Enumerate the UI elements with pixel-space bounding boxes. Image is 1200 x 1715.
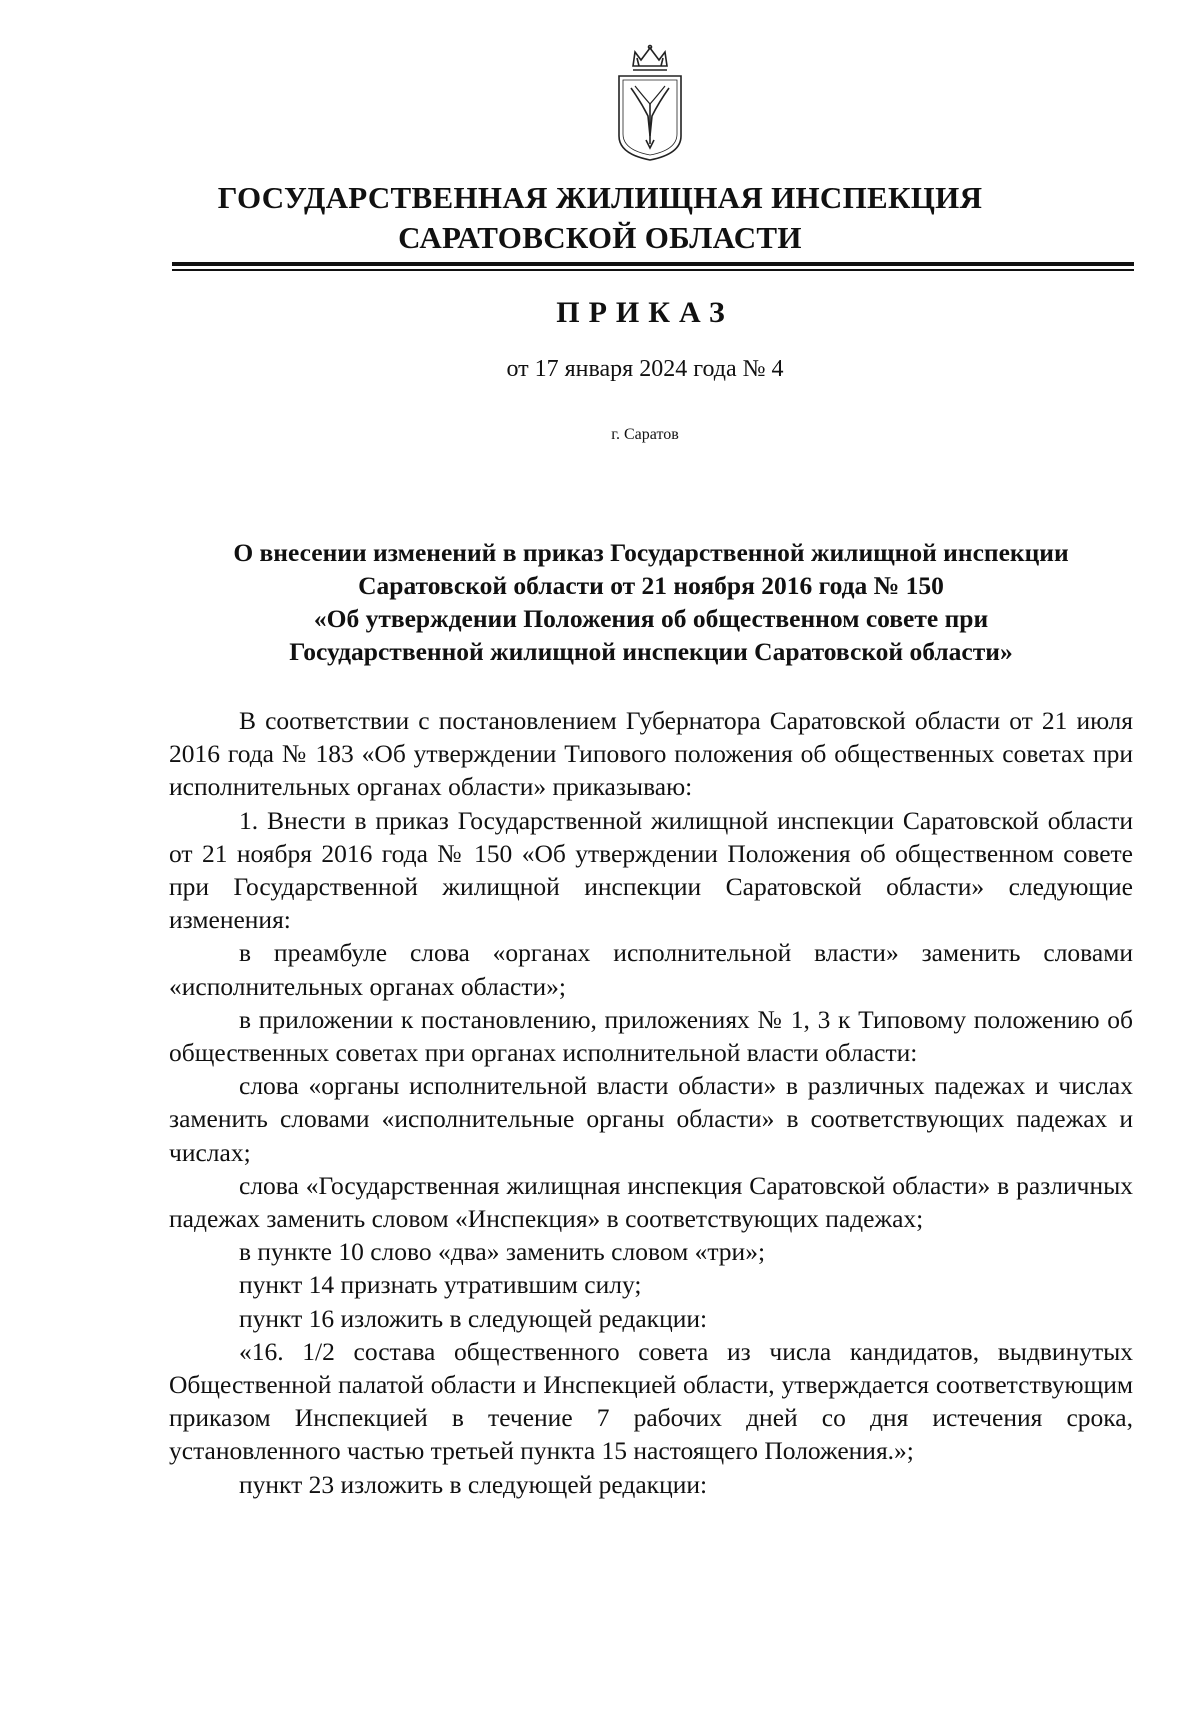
body-paragraph: пункт 14 признать утратившим силу; (239, 1270, 642, 1300)
body-paragraph: «16. 1/2 состава общественного совета из числа кандидатов, выдвинутых Общественной палатой области и Инспекцией области, утверждается соответствующим приказом Инспекцией в течение 7 рабочих дней со дня истечения срока, установленного частью третьей пункта 15 настоящего Положения.»; (169, 1336, 1133, 1466)
document-type-title: ПРИКАЗ (556, 296, 734, 329)
body-paragraph: слова «органы исполнительной власти области» в различных падежах и числах заменить словами «исполнительные органы области» в соответствующих падежах и числах; (169, 1071, 1133, 1167)
header-divider-thick (172, 262, 1134, 266)
header-divider-thin (172, 269, 1134, 271)
order-city: г. Саратов (611, 426, 679, 443)
order-date-number: от 17 января 2024 года № 4 (506, 356, 784, 382)
subject-line: «Об утверждении Положения об общественном совете при (313, 604, 989, 633)
organization-name-line2: САРАТОВСКОЙ ОБЛАСТИ (398, 220, 802, 255)
order-subject-heading (168, 536, 1134, 668)
body-paragraph: В соответствии с постановлением Губернатора Саратовской области от 21 июля 2016 года № 183 «Об утверждении Типового положения об общественных советах при исполнительных органах области» приказываю: (169, 706, 1133, 802)
subject-line: Саратовской области от 21 ноября 2016 года № 150 (358, 571, 944, 600)
body-paragraph: в пункте 10 слово «два» заменить словом «три»; (239, 1237, 766, 1267)
subject-line: Государственной жилищной инспекции Саратовской области» (289, 637, 1013, 666)
body-paragraph: пункт 16 изложить в следующей редакции: (239, 1303, 708, 1333)
body-paragraph: слова «Государственная жилищная инспекция Саратовской области» в различных падежах заменить словом «Инспекция» в соответствующих падежах; (169, 1170, 1133, 1234)
organization-name-line1: ГОСУДАРСТВЕННАЯ ЖИЛИЩНАЯ ИНСПЕКЦИЯ (217, 180, 983, 215)
saratov-coat-of-arms-icon (613, 44, 687, 164)
body-paragraph: 1. Внести в приказ Государственной жилищной инспекции Саратовской области от 21 ноября 2016 года № 150 «Об утверждении Положения об общественном совете при Государственной жилищной инспекции Саратовской области» следующие изменения: (169, 805, 1133, 935)
body-paragraph: пункт 23 изложить в следующей редакции: (239, 1469, 708, 1499)
body-paragraph: в преамбуле слова «органах исполнительной власти» заменить словами «исполнительных органах области»; (169, 938, 1133, 1001)
order-body-text (169, 704, 1133, 1501)
body-paragraph: в приложении к постановлению, приложениях № 1, 3 к Типовому положению об общественных советах при органах исполнительной власти области: (169, 1004, 1133, 1068)
subject-line: О внесении изменений в приказ Государственной жилищной инспекции (233, 538, 1069, 567)
